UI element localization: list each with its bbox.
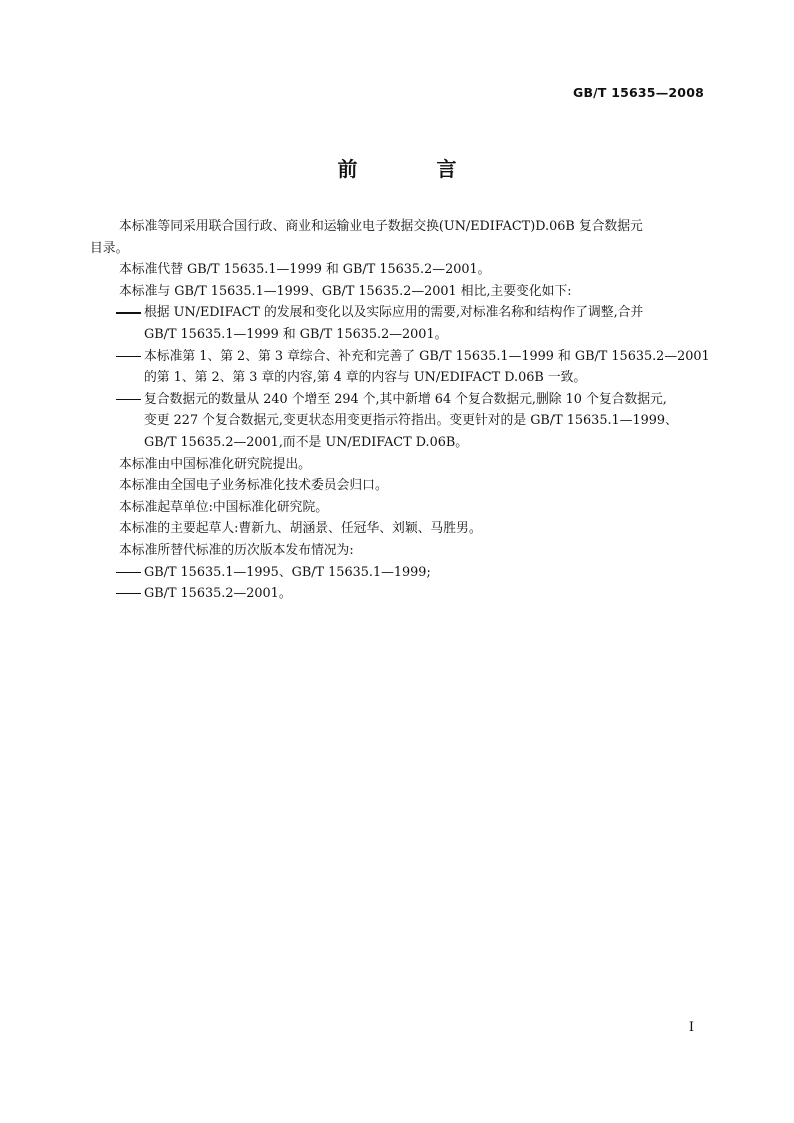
history-item-2 [119, 583, 709, 605]
em-dash-mark [116, 356, 141, 357]
paragraph-drafters: 本标准的主要起草人:曹新九、胡涵景、任冠华、刘颖、马胜男。 [119, 521, 482, 537]
standard-code: GB/T 15635—2008 [572, 85, 704, 100]
change-item-line: 复合数据元的数量从 240 个增至 294 个,其中新增 64 个复合数据元,删除 10 个复合数据元, [144, 391, 667, 407]
change-item-structure [119, 302, 709, 345]
em-dash-mark [116, 572, 141, 573]
paragraph-committee: 本标准由全国电子业务标准化技术委员会归口。 [119, 478, 388, 494]
change-item-line: GB/T 15635.2—2001,而不是 UN/EDIFACT D.06B。 [144, 434, 469, 450]
change-item-line: 变更 227 个复合数据元,变更状态用变更指示符指出。变更针对的是 GB/T 15635.1—1999、 [144, 413, 678, 429]
paragraph-proposer: 本标准由中国标准化研究院提出。 [119, 456, 311, 472]
paragraph-replaces: 本标准代替 GB/T 15635.1—1999 和 GB/T 15635.2—2001。 [119, 262, 491, 278]
history-item-text: GB/T 15635.1—1995、GB/T 15635.1—1999; [144, 564, 431, 580]
change-item-line: 本标准第 1、第 2、第 3 章综合、补充和完善了 GB/T 15635.1—1999 和 GB/T 15635.2—2001 [144, 348, 710, 364]
change-item-line: 根据 UN/EDIFACT 的发展和变化以及实际应用的需要,对标准名称和结构作了调整,合并 [144, 305, 644, 321]
change-item-line: GB/T 15635.1—1999 和 GB/T 15635.2—2001。 [144, 326, 448, 342]
change-item-line: 的第 1、第 2、第 3 章的内容,第 4 章的内容与 UN/EDIFACT D.06B 一致。 [144, 370, 587, 386]
em-dash-mark [116, 399, 141, 400]
paragraph-adoption-continued: 目录。 [90, 240, 129, 256]
change-item-chapters [119, 346, 709, 389]
history-item-1 [119, 562, 709, 584]
em-dash-mark [116, 312, 141, 313]
change-item-data-elements [119, 389, 709, 454]
paragraph-changes-intro: 本标准与 GB/T 15635.1—1999、GB/T 15635.2—2001 相比,主要变化如下: [119, 283, 572, 299]
paragraph-adoption: 本标准等同采用联合国行政、商业和运输业电子数据交换(UN/EDIFACT)D.06B 复合数据元 [119, 219, 643, 234]
paragraph-history-intro: 本标准所替代标准的历次版本发布情况为: [119, 542, 354, 558]
foreword-body [90, 216, 710, 605]
page-number: I [688, 1020, 694, 1035]
page-title: 前 言 [337, 157, 493, 181]
history-item-text: GB/T 15635.2—2001。 [144, 586, 292, 602]
paragraph-drafting-unit: 本标准起草单位:中国标准化研究院。 [119, 499, 329, 515]
em-dash-mark [116, 593, 141, 594]
